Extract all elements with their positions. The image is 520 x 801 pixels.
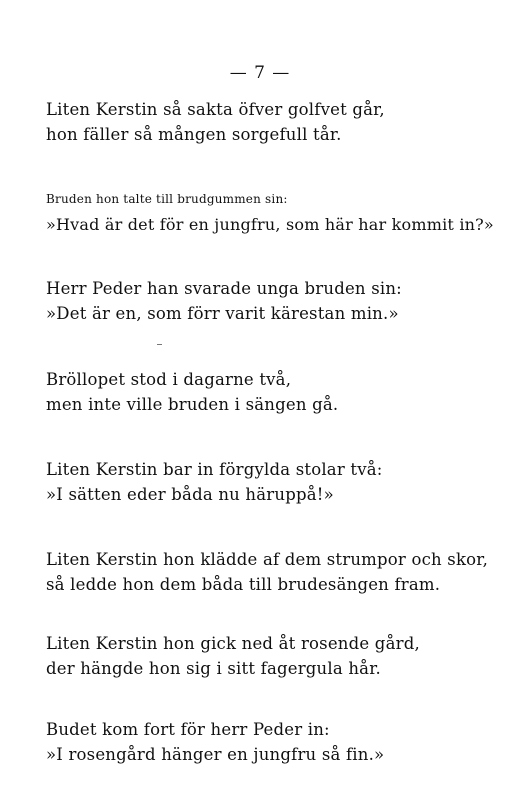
verse-line: Liten Kerstin hon klädde af dem strumpor och skor, (46, 550, 489, 569)
verse-line: »I rosengård hänger en jungfru så fin.» (46, 745, 385, 764)
verse-line: »Hvad är det för en jungfru, som här har kommit in?» (46, 215, 494, 234)
stanza-8 (46, 717, 384, 767)
verse-line: »Det är en, som förr varit kärestan min.» (46, 304, 399, 323)
verse-line: Budet kom fort för herr Peder in: (46, 720, 330, 739)
stanza-6 (46, 547, 488, 597)
verse-line: Bruden hon talte till brudgummen sin: (46, 192, 288, 206)
print-speck (157, 344, 162, 345)
stanza-5 (46, 457, 383, 507)
verse-line: Liten Kerstin bar in förgylda stolar två: (46, 460, 383, 479)
stanza-4 (46, 367, 338, 417)
verse-line: der hängde hon sig i sitt fagergula hår. (46, 659, 381, 678)
verse-line: så ledde hon dem båda till brudesängen fram. (46, 575, 441, 594)
stanza-3 (46, 276, 402, 326)
verse-line: »I sätten eder båda nu häruppå!» (46, 485, 334, 504)
page-number: — 7 — (229, 63, 291, 83)
verse-line: Liten Kerstin så sakta öfver golfvet går, (46, 100, 385, 119)
verse-line: Liten Kerstin hon gick ned åt rosende gård, (46, 634, 420, 653)
stanza-7 (46, 631, 420, 681)
verse-line: hon fäller så mången sorgefull tår. (46, 125, 342, 144)
verse-line: Herr Peder han svarade unga bruden sin: (46, 279, 402, 298)
stanza-2 (46, 187, 494, 237)
verse-line: Bröllopet stod i dagarne två, (46, 370, 292, 389)
verse-line: men inte ville bruden i sängen gå. (46, 395, 339, 414)
stanza-1 (46, 97, 385, 147)
